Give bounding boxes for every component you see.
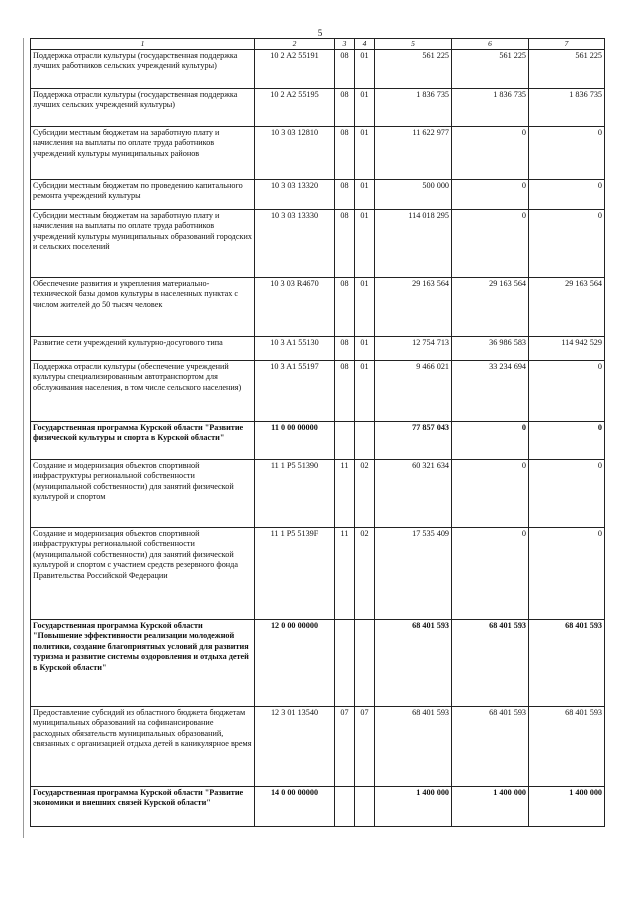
column-header: 2	[255, 39, 335, 50]
section-code: 08	[335, 209, 355, 277]
column-header: 7	[529, 39, 605, 50]
table-row	[31, 459, 605, 527]
section-code: 08	[335, 336, 355, 360]
target-code: 11 0 00 00000	[255, 421, 335, 459]
row-name: Развитие сети учреждений культурно-досугового типа	[31, 336, 255, 360]
amount-year-3: 68 401 593	[529, 619, 605, 706]
subsection-code: 01	[355, 88, 375, 126]
amount-year-2: 1 400 000	[452, 786, 529, 826]
subsection-code: 01	[355, 126, 375, 179]
header-row	[31, 39, 605, 50]
amount-year-3: 0	[529, 459, 605, 527]
page-left-edge	[23, 38, 24, 838]
subsection-code	[355, 421, 375, 459]
section-code: 11	[335, 459, 355, 527]
amount-year-1: 60 321 634	[375, 459, 452, 527]
target-code: 11 1 P5 51390	[255, 459, 335, 527]
amount-year-1: 68 401 593	[375, 706, 452, 786]
amount-year-2: 68 401 593	[452, 619, 529, 706]
target-code: 10 2 A2 55195	[255, 88, 335, 126]
target-code: 11 1 P5 5139F	[255, 527, 335, 619]
amount-year-2: 0	[452, 459, 529, 527]
target-code: 10 3 A1 55130	[255, 336, 335, 360]
target-code: 10 2 A2 55191	[255, 49, 335, 88]
amount-year-2: 0	[452, 209, 529, 277]
subsection-code: 02	[355, 527, 375, 619]
amount-year-1: 9 466 021	[375, 360, 452, 421]
amount-year-1: 68 401 593	[375, 619, 452, 706]
target-code: 14 0 00 00000	[255, 786, 335, 826]
amount-year-3: 0	[529, 527, 605, 619]
section-code: 08	[335, 88, 355, 126]
section-code: 08	[335, 360, 355, 421]
row-name: Поддержка отрасли культуры (обеспечение учреждений культуры специализированным автотранспортом для обслуживания населения, в том числе сельского населения)	[31, 360, 255, 421]
column-header: 1	[31, 39, 255, 50]
amount-year-2: 29 163 564	[452, 277, 529, 336]
table-row	[31, 277, 605, 336]
amount-year-2: 0	[452, 179, 529, 209]
subsection-code: 01	[355, 209, 375, 277]
row-name: Государственная программа Курской области "Развитие экономики и внешних связей Курской области"	[31, 786, 255, 826]
row-name: Государственная программа Курской области "Повышение эффективности реализации молодежной политики, создание благоприятных условий для развития туризма и развитие системы оздоровления и отдыха детей в Курской области"	[31, 619, 255, 706]
amount-year-3: 0	[529, 421, 605, 459]
row-name: Субсидии местным бюджетам на заработную плату и начисления на выплаты по оплате труда работников учреждений культуры муниципальных образований городских и сельских поселений	[31, 209, 255, 277]
amount-year-2: 561 225	[452, 49, 529, 88]
amount-year-1: 29 163 564	[375, 277, 452, 336]
subsection-code	[355, 786, 375, 826]
section-code	[335, 421, 355, 459]
table-row	[31, 527, 605, 619]
target-code: 10 3 03 13320	[255, 179, 335, 209]
table-row	[31, 421, 605, 459]
amount-year-1: 77 857 043	[375, 421, 452, 459]
subsection-code: 01	[355, 49, 375, 88]
target-code: 10 3 03 13330	[255, 209, 335, 277]
section-code: 11	[335, 527, 355, 619]
subsection-code	[355, 619, 375, 706]
amount-year-1: 1 836 735	[375, 88, 452, 126]
table-row	[31, 786, 605, 826]
amount-year-3: 0	[529, 360, 605, 421]
target-code: 10 3 03 12810	[255, 126, 335, 179]
amount-year-1: 114 018 295	[375, 209, 452, 277]
subsection-code: 01	[355, 277, 375, 336]
amount-year-3: 114 942 529	[529, 336, 605, 360]
section-code	[335, 786, 355, 826]
row-name: Поддержка отрасли культуры (государственная поддержка лучших работников сельских учреждений культуры)	[31, 49, 255, 88]
section-code: 08	[335, 277, 355, 336]
row-name: Государственная программа Курской области "Развитие физической культуры и спорта в Курской области"	[31, 421, 255, 459]
amount-year-3: 0	[529, 209, 605, 277]
amount-year-2: 33 234 694	[452, 360, 529, 421]
row-name: Субсидии местным бюджетам по проведению капитального ремонта учреждений культуры	[31, 179, 255, 209]
column-header: 5	[375, 39, 452, 50]
amount-year-1: 11 622 977	[375, 126, 452, 179]
amount-year-3: 0	[529, 179, 605, 209]
amount-year-2: 0	[452, 421, 529, 459]
table-row	[31, 360, 605, 421]
column-header: 4	[355, 39, 375, 50]
amount-year-3: 1 836 735	[529, 88, 605, 126]
amount-year-3: 29 163 564	[529, 277, 605, 336]
table-row	[31, 209, 605, 277]
section-code: 08	[335, 126, 355, 179]
table-row	[31, 88, 605, 126]
subsection-code: 01	[355, 336, 375, 360]
row-name: Создание и модернизация объектов спортивной инфраструктуры региональной собственности (муниципальной собственности) для занятий физической культурой и спортом с участием средств резервного фонда Правительства Российской Федерации	[31, 527, 255, 619]
amount-year-3: 1 400 000	[529, 786, 605, 826]
amount-year-2: 0	[452, 126, 529, 179]
table-row	[31, 179, 605, 209]
page-number: 5	[317, 28, 323, 38]
section-code: 08	[335, 49, 355, 88]
section-code	[335, 619, 355, 706]
subsection-code: 01	[355, 360, 375, 421]
table-row	[31, 706, 605, 786]
target-code: 10 3 A1 55197	[255, 360, 335, 421]
section-code: 07	[335, 706, 355, 786]
target-code: 12 3 01 13540	[255, 706, 335, 786]
amount-year-2: 0	[452, 527, 529, 619]
column-header: 3	[335, 39, 355, 50]
amount-year-3: 561 225	[529, 49, 605, 88]
amount-year-1: 17 535 409	[375, 527, 452, 619]
amount-year-3: 0	[529, 126, 605, 179]
table-row	[31, 126, 605, 179]
amount-year-1: 561 225	[375, 49, 452, 88]
amount-year-1: 1 400 000	[375, 786, 452, 826]
subsection-code: 02	[355, 459, 375, 527]
amount-year-1: 500 000	[375, 179, 452, 209]
amount-year-1: 12 754 713	[375, 336, 452, 360]
section-code: 08	[335, 179, 355, 209]
row-name: Создание и модернизация объектов спортивной инфраструктуры региональной собственности (муниципальной собственности) для занятий физической культурой и спортом	[31, 459, 255, 527]
subsection-code: 01	[355, 179, 375, 209]
budget-table	[30, 38, 605, 827]
amount-year-2: 36 986 583	[452, 336, 529, 360]
table-row	[31, 49, 605, 88]
row-name: Субсидии местным бюджетам на заработную плату и начисления на выплаты по оплате труда работников учреждений культуры муниципальных районов	[31, 126, 255, 179]
amount-year-2: 68 401 593	[452, 706, 529, 786]
table-row	[31, 619, 605, 706]
target-code: 12 0 00 00000	[255, 619, 335, 706]
amount-year-3: 68 401 593	[529, 706, 605, 786]
row-name: Обеспечение развития и укрепления материально-технической базы домов культуры в населенных пунктах с числом жителей до 50 тысяч человек	[31, 277, 255, 336]
row-name: Предоставление субсидий из областного бюджета бюджетам муниципальных образований на софинансирование расходных обязательств муниципальных образований, связанных с организацией отдыха детей в каникулярное время	[31, 706, 255, 786]
subsection-code: 07	[355, 706, 375, 786]
table-row	[31, 336, 605, 360]
target-code: 10 3 03 R4670	[255, 277, 335, 336]
column-header: 6	[452, 39, 529, 50]
amount-year-2: 1 836 735	[452, 88, 529, 126]
row-name: Поддержка отрасли культуры (государственная поддержка лучших сельских учреждений культуры)	[31, 88, 255, 126]
